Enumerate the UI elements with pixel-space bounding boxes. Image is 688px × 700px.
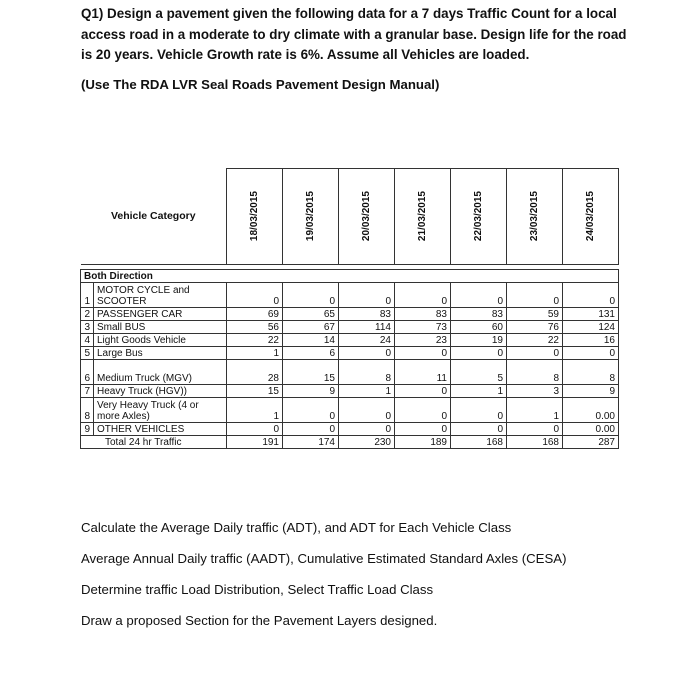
vehicle-category: Large Bus	[94, 347, 227, 360]
vehicle-category: Light Goods Vehicle	[94, 334, 227, 347]
table-row	[81, 398, 619, 423]
table-header-row	[81, 169, 619, 265]
count-cell: 14	[283, 334, 339, 347]
row-number: 5	[81, 347, 94, 360]
traffic-count-table	[80, 168, 619, 449]
total-cell: 168	[507, 436, 563, 449]
count-cell: 8	[563, 360, 619, 385]
count-cell: 0	[507, 423, 563, 436]
count-cell: 15	[227, 385, 283, 398]
header-vehicle-category: Vehicle Category	[81, 169, 227, 265]
traffic-count-table-wrapper	[80, 168, 619, 449]
total-cell: 287	[563, 436, 619, 449]
count-cell: 3	[507, 385, 563, 398]
row-number: 3	[81, 321, 94, 334]
count-cell: 0	[451, 423, 507, 436]
count-cell: 0	[451, 283, 507, 308]
count-cell: 8	[339, 360, 395, 385]
count-cell: 1	[227, 347, 283, 360]
count-cell: 1	[339, 385, 395, 398]
count-cell: 0	[395, 283, 451, 308]
table-row	[81, 334, 619, 347]
total-cell: 230	[339, 436, 395, 449]
count-cell: 0	[339, 398, 395, 423]
direction-row	[81, 270, 619, 283]
count-cell: 19	[451, 334, 507, 347]
count-cell: 65	[283, 308, 339, 321]
count-cell: 1	[451, 385, 507, 398]
count-cell: 83	[339, 308, 395, 321]
count-cell: 0	[283, 283, 339, 308]
count-cell: 0	[227, 283, 283, 308]
total-label: Total 24 hr Traffic	[81, 436, 227, 449]
count-cell: 0	[339, 423, 395, 436]
count-cell: 0	[507, 283, 563, 308]
count-cell: 9	[283, 385, 339, 398]
count-cell: 124	[563, 321, 619, 334]
row-number: 7	[81, 385, 94, 398]
count-cell: 67	[283, 321, 339, 334]
task-item: Determine traffic Load Distribution, Select Traffic Load Class	[81, 582, 434, 597]
table-body	[81, 283, 619, 436]
header-date: 23/03/2015	[507, 169, 563, 265]
row-number: 8	[81, 398, 94, 423]
table-row	[81, 308, 619, 321]
vehicle-category: Very Heavy Truck (4 or more Axles)	[94, 398, 227, 423]
row-number: 6	[81, 360, 94, 385]
total-row	[81, 436, 619, 449]
count-cell: 0	[395, 385, 451, 398]
count-cell: 15	[283, 360, 339, 385]
task-list	[81, 518, 566, 642]
row-number: 2	[81, 308, 94, 321]
count-cell: 22	[507, 334, 563, 347]
row-number: 1	[81, 283, 94, 308]
vehicle-category: OTHER VEHICLES	[94, 423, 227, 436]
count-cell: 5	[451, 360, 507, 385]
count-cell: 0	[339, 347, 395, 360]
table-row	[81, 360, 619, 385]
count-cell: 1	[507, 398, 563, 423]
row-number: 9	[81, 423, 94, 436]
header-date: 22/03/2015	[451, 169, 507, 265]
count-cell: 0	[339, 283, 395, 308]
count-cell: 69	[227, 308, 283, 321]
vehicle-category: Small BUS	[94, 321, 227, 334]
count-cell: 23	[395, 334, 451, 347]
count-cell: 0	[451, 347, 507, 360]
count-cell: 73	[395, 321, 451, 334]
vehicle-category: MOTOR CYCLE and SCOOTER	[94, 283, 227, 308]
count-cell: 76	[507, 321, 563, 334]
count-cell: 6	[283, 347, 339, 360]
total-cell: 168	[451, 436, 507, 449]
count-cell: 0	[395, 423, 451, 436]
reference-note: (Use The RDA LVR Seal Roads Pavement Design Manual)	[81, 76, 440, 92]
count-cell: 1	[227, 398, 283, 423]
task-item: Calculate the Average Daily traffic (ADT), and ADT for Each Vehicle Class	[81, 520, 512, 535]
question-block	[81, 4, 641, 92]
count-cell: 0.00	[563, 398, 619, 423]
table-row	[81, 321, 619, 334]
table-row	[81, 423, 619, 436]
vehicle-category: Heavy Truck (HGV))	[94, 385, 227, 398]
count-cell: 131	[563, 308, 619, 321]
header-date: 21/03/2015	[395, 169, 451, 265]
task-item: Draw a proposed Section for the Pavement Layers designed.	[81, 613, 438, 628]
count-cell: 0	[283, 423, 339, 436]
vehicle-category: Medium Truck (MGV)	[94, 360, 227, 385]
count-cell: 83	[451, 308, 507, 321]
table-row	[81, 385, 619, 398]
count-cell: 22	[227, 334, 283, 347]
header-date: 19/03/2015	[283, 169, 339, 265]
count-cell: 0	[283, 398, 339, 423]
header-date: 20/03/2015	[339, 169, 395, 265]
count-cell: 0	[227, 423, 283, 436]
count-cell: 83	[395, 308, 451, 321]
count-cell: 0	[451, 398, 507, 423]
question-text: Q1) Design a pavement given the following data for a 7 days Traffic Count for a local access road in a moderate to dry climate with a granular base. Design life for the road is 20 years. Vehicle Growth rate is 6%. Assume all Vehicles are loaded.	[81, 6, 627, 62]
direction-label: Both Direction	[81, 270, 619, 283]
count-cell: 0	[395, 347, 451, 360]
count-cell: 0	[563, 347, 619, 360]
count-cell: 0	[563, 283, 619, 308]
header-date: 24/03/2015	[563, 169, 619, 265]
vehicle-category: PASSENGER CAR	[94, 308, 227, 321]
total-cell: 189	[395, 436, 451, 449]
total-cell: 191	[227, 436, 283, 449]
table-row	[81, 347, 619, 360]
row-number: 4	[81, 334, 94, 347]
task-item: Average Annual Daily traffic (AADT), Cumulative Estimated Standard Axles (CESA)	[81, 551, 567, 566]
count-cell: 28	[227, 360, 283, 385]
count-cell: 8	[507, 360, 563, 385]
header-date: 18/03/2015	[227, 169, 283, 265]
total-cell: 174	[283, 436, 339, 449]
count-cell: 0.00	[563, 423, 619, 436]
table-row	[81, 283, 619, 308]
count-cell: 0	[507, 347, 563, 360]
count-cell: 11	[395, 360, 451, 385]
count-cell: 60	[451, 321, 507, 334]
count-cell: 114	[339, 321, 395, 334]
count-cell: 56	[227, 321, 283, 334]
count-cell: 24	[339, 334, 395, 347]
count-cell: 16	[563, 334, 619, 347]
count-cell: 59	[507, 308, 563, 321]
count-cell: 0	[395, 398, 451, 423]
count-cell: 9	[563, 385, 619, 398]
